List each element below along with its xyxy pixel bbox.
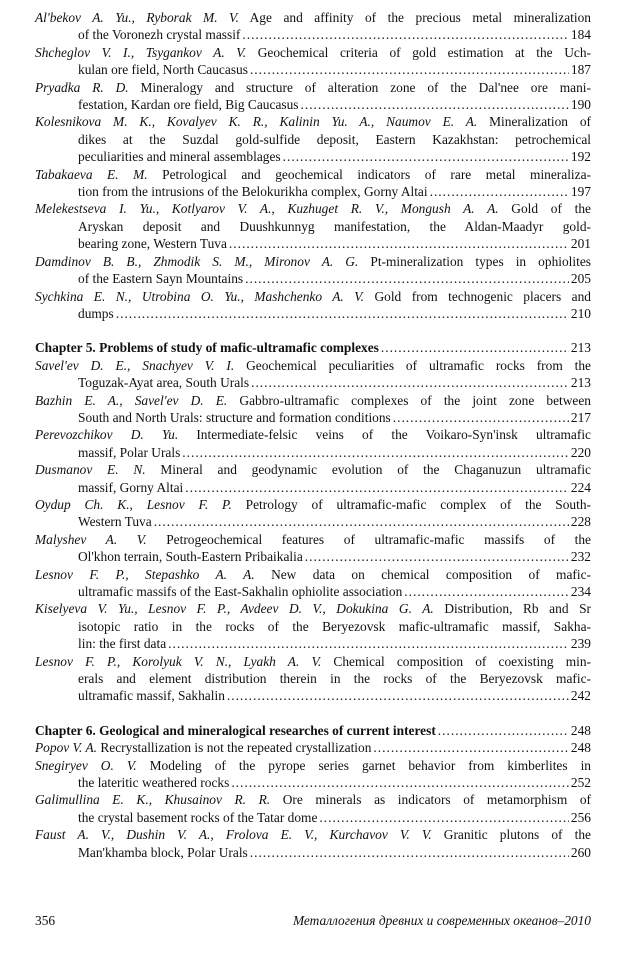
entry-title-part: erals and element distribution therein in the rocks of the Beryezovsk mafic- [78, 671, 591, 687]
toc-entry-line [35, 392, 591, 409]
entry-page: 190 [570, 97, 591, 113]
entry-page: 184 [570, 27, 591, 43]
entry-text [78, 774, 229, 791]
entry-text [35, 739, 371, 756]
entry-text [35, 426, 591, 443]
entry-page: 187 [570, 62, 591, 78]
entry-page: 217 [570, 409, 591, 425]
toc-entry-line [35, 357, 591, 374]
entry-title-part: of the Voronezh crystal massif [78, 27, 241, 43]
leader-dots [168, 635, 569, 652]
toc-entry-line [35, 461, 591, 478]
toc-entry-line [35, 200, 591, 217]
entry-authors: Snegiryev O. V. [35, 757, 137, 773]
entry-title-part: Petrogeochemical features of ultramafic-mafic massifs of the [146, 531, 591, 547]
entry-text [35, 166, 591, 183]
entry-page: 210 [570, 305, 591, 321]
entry-text [35, 200, 591, 217]
toc-entry-line [35, 113, 591, 130]
entry-authors: Lesnov F. P., Korolyuk V. N., Lyakh A. V. [35, 653, 322, 669]
entry-text [35, 357, 591, 374]
toc-entry-line [35, 757, 591, 774]
toc-entry-line [35, 687, 591, 704]
toc-entry [35, 392, 591, 427]
entry-text [78, 687, 225, 704]
toc-entry-line [35, 548, 591, 565]
leader-dots [116, 305, 569, 322]
leader-dots [430, 183, 569, 200]
entry-text [78, 548, 303, 565]
toc-entry-line [35, 618, 591, 635]
toc-entry-line [35, 513, 591, 530]
entry-title-part: isotopic ratio in the rocks of the Beryezovsk mafic-ultramafic massif, Sakha- [78, 618, 591, 634]
entry-text [78, 61, 248, 78]
entry-title-part: peculiarities and mineral assemblages [78, 149, 281, 165]
entry-authors: Damdinov B. B., Zhmodik S. M., Mironov A. G. [35, 253, 359, 269]
table-of-contents [35, 9, 591, 861]
entry-authors: Perevozchikov D. Yu. [35, 427, 179, 443]
entry-text [78, 618, 591, 635]
entry-text [78, 374, 249, 391]
entry-page: 213 [570, 375, 591, 391]
entry-title-part: Petrological and geochemical indicators of rare metal mineraliza- [147, 166, 591, 182]
entry-text [78, 131, 591, 148]
page-number: 356 [35, 913, 56, 928]
toc-entry [35, 461, 591, 496]
toc-entry [35, 653, 591, 705]
entry-authors: Faust A. V., Dushin V. A., Frolova E. V., Kurchavov V. V. [35, 827, 432, 843]
toc-entry [35, 166, 591, 201]
entry-title-part: massif, Gorny Altai [78, 479, 184, 495]
entry-title-part: Mineralization of [477, 114, 591, 130]
toc-entry-line [35, 670, 591, 687]
toc-entry-line [35, 479, 591, 496]
toc-entry [35, 200, 591, 252]
entry-title-part: massif, Polar Urals [78, 444, 181, 460]
toc-entry-line [35, 305, 591, 322]
toc-entry-line [35, 600, 591, 617]
toc-entry [35, 9, 591, 44]
entry-text [78, 218, 591, 235]
toc-entry [35, 739, 591, 756]
toc-entry [35, 566, 591, 601]
entry-text [35, 791, 591, 808]
entry-authors: Kolesnikova M. K., Kovalyev K. R., Kalinin Yu. A., Naumov E. A. [35, 114, 478, 130]
entry-page: 256 [570, 809, 591, 825]
toc-entry-line [35, 791, 591, 808]
entry-title-part: Gold from technogenic placers and [364, 288, 591, 304]
entry-title-part: South and North Urals: structure and formation conditions [78, 409, 391, 425]
running-footer-title: Металлогения древних и современных океанов–2010 [292, 913, 591, 928]
entry-title-part: Pt-mineralization types in ophiolites [358, 253, 591, 269]
chapter-page: 248 [570, 722, 591, 738]
entry-text [78, 148, 281, 165]
entry-page: 192 [570, 149, 591, 165]
toc-entry-line [35, 26, 591, 43]
leader-dots [251, 374, 569, 391]
entry-page: 201 [570, 236, 591, 252]
entry-authors: Lesnov F. P., Stepashko A. A. [35, 566, 255, 582]
entry-authors: Pryadka R. D. [35, 79, 129, 95]
toc-entry [35, 288, 591, 323]
toc-entry-line [35, 826, 591, 843]
entry-title-part: Distribution, Rb and Sr [433, 601, 591, 617]
entry-text [78, 96, 299, 113]
entry-title-part: Aryskan deposit and Duushkunnyg manifestation, the Aldan-Maadyr gold- [78, 218, 591, 234]
entry-text [78, 183, 428, 200]
entry-text [35, 79, 591, 96]
leader-dots [227, 687, 569, 704]
chapter-title: Chapter 6. Geological and mineralogical researches of current interest [35, 722, 436, 738]
entry-title-part: Geochemical peculiarities of ultramafic rocks from the [234, 357, 591, 373]
entry-page: 224 [570, 479, 591, 495]
entry-title-part: Geochemical criteria of gold estimation at the Uch- [246, 44, 591, 60]
entry-title-part: dikes at the Suzdal gold-sulfide deposit, Eastern Kazakhstan: petrochemical [78, 131, 591, 147]
entry-authors: Melekestseva I. Yu., Kotlyarov V. A., Kuzhuget R. V., Mongush A. A. [35, 201, 499, 217]
entry-title-part: Toguzak-Ayat area, South Urals [78, 375, 250, 391]
entry-authors: Savel'ev D. E., Snachyev V. I. [35, 357, 235, 373]
entry-authors: Dusmanov E. N. [35, 462, 146, 478]
entry-text [35, 392, 591, 409]
toc-entry-line [35, 9, 591, 26]
leader-dots [250, 844, 569, 861]
entry-text [78, 635, 166, 652]
entry-title-part: festation, Kardan ore field, Big Caucasus [78, 97, 299, 113]
entry-text [78, 235, 227, 252]
entry-title-part: tion from the intrusions of the Belokurikha complex, Gorny Altai [78, 184, 428, 200]
toc-entry-line [35, 653, 591, 670]
toc-entry-line [35, 131, 591, 148]
entry-page: 234 [570, 584, 591, 599]
leader-dots [182, 444, 569, 461]
entry-title-part: Mineralogy and structure of alteration zone of the Dal'nee ore mani- [128, 79, 591, 95]
entry-page: 228 [570, 514, 591, 530]
entry-title-part: Age and affinity of the precious metal mineralization [238, 10, 591, 25]
leader-dots [283, 148, 569, 165]
leader-dots [381, 339, 569, 356]
toc-entry [35, 44, 591, 79]
entry-title-part: the lateritic weathered rocks [78, 775, 230, 791]
entry-title-part: Petrology of ultramafic-mafic complex of the South- [231, 496, 591, 512]
entry-text [78, 270, 243, 287]
entry-authors: Shcheglov V. I., Tsygankov A. V. [35, 44, 247, 60]
toc-entry-line [35, 739, 591, 756]
entry-title-part: Ore minerals as indicators of metamorphism of [270, 792, 592, 808]
entry-page: 205 [570, 271, 591, 287]
toc-entry [35, 826, 591, 861]
toc-entry-line [35, 79, 591, 96]
entry-text [78, 844, 248, 861]
entry-title-part: Ol'khon terrain, South-Eastern Pribaikalia [78, 549, 303, 565]
toc-entry-line [35, 635, 591, 652]
toc-entry [35, 531, 591, 566]
toc-entry-line [35, 270, 591, 287]
entry-title-part: Modeling of the pyrope series garnet behavior from kimberlites in [136, 757, 591, 773]
leader-dots [301, 96, 569, 113]
leader-dots [438, 722, 569, 739]
entry-title-part: kulan ore field, North Caucasus [78, 62, 248, 78]
toc-entry [35, 496, 591, 531]
toc-entry-line [35, 444, 591, 461]
entry-authors: Oydup Ch. K., Lesnov F. P. [35, 496, 232, 512]
entry-authors: Galimullina E. K., Khusainov R. R. [35, 792, 271, 808]
toc-entry-line [35, 374, 591, 391]
entry-authors: Malyshev A. V. [35, 531, 147, 547]
entry-text [35, 600, 591, 617]
chapter-5-heading [35, 339, 591, 356]
leader-dots [242, 26, 569, 43]
toc-entry-line [35, 566, 591, 583]
entry-page: 248 [570, 740, 591, 756]
entry-text [35, 496, 591, 513]
toc-entry [35, 357, 591, 392]
entry-authors: Bazhin E. A., Savel'ev D. E. [35, 392, 228, 408]
entry-title-part: Mineral and geodynamic evolution of the Chaganuzun ultramafic [145, 462, 591, 478]
entry-text [35, 461, 591, 478]
entry-text [35, 44, 591, 61]
toc-entry [35, 791, 591, 826]
toc-entry-line [35, 531, 591, 548]
toc-entry-line [35, 253, 591, 270]
toc-group-chapter4-tail [35, 9, 591, 322]
entry-title-part: Western Tuva [78, 514, 152, 530]
leader-dots [185, 479, 569, 496]
entry-page: 232 [570, 549, 591, 565]
entry-page: 252 [570, 775, 591, 791]
toc-entry [35, 253, 591, 288]
entry-title-part: ultramafic massif, Sakhalin [78, 688, 225, 704]
entry-title-part: Man'khamba block, Polar Urals [78, 844, 248, 860]
entry-text [35, 757, 591, 774]
entry-page: 239 [570, 636, 591, 652]
toc-entry-line [35, 426, 591, 443]
entry-title-part: Intermediate-felsic veins of the Voikaro-Syn'insk ultramafic [178, 427, 591, 443]
entry-page: 197 [570, 184, 591, 200]
toc-group-chapter5 [35, 357, 591, 705]
leader-dots [229, 235, 569, 252]
chapter-title: Chapter 5. Problems of study of mafic-ultramafic complexes [35, 340, 379, 356]
entry-text [35, 531, 591, 548]
toc-entry-line [35, 44, 591, 61]
leader-dots [154, 513, 569, 530]
chapter-6-heading [35, 722, 591, 739]
entry-title-part: the crystal basement rocks of the Tatar dome [78, 809, 318, 825]
entry-title-part: Gabbro-ultramafic complexes of the joint zone between [227, 392, 592, 408]
entry-text [35, 288, 591, 305]
toc-entry-line [35, 583, 591, 600]
entry-text [35, 9, 591, 26]
entry-title-part: Recrystallization is not the repeated crystallization [97, 740, 372, 756]
entry-text [35, 113, 591, 130]
entry-authors: Al'bekov A. Yu., Ryborak M. V. [35, 10, 239, 25]
entry-title-part: dumps [78, 305, 114, 321]
toc-entry-line [35, 235, 591, 252]
entry-text [78, 409, 391, 426]
entry-page: 242 [570, 688, 591, 704]
toc-entry-line [35, 774, 591, 791]
toc-group-chapter6 [35, 739, 591, 861]
page-footer [35, 913, 591, 929]
toc-entry-line [35, 218, 591, 235]
entry-title-part: Gold of the [498, 201, 591, 217]
entry-authors: Kiselyeva V. Yu., Lesnov F. P., Avdeev D. V., Dokukina G. A. [35, 601, 434, 617]
toc-entry-line [35, 844, 591, 861]
toc-entry [35, 79, 591, 114]
entry-title-part: Chemical composition of coexisting min- [321, 653, 591, 669]
leader-dots [404, 583, 569, 600]
entry-text [78, 444, 180, 461]
entry-title-part: ultramafic massifs of the East-Sakhalin ophiolite association [78, 584, 403, 599]
toc-entry [35, 757, 591, 792]
entry-text [35, 253, 591, 270]
leader-dots [373, 739, 568, 756]
toc-entry-line [35, 288, 591, 305]
toc-entry-line [35, 809, 591, 826]
toc-entry-line [35, 496, 591, 513]
entry-text [78, 479, 183, 496]
toc-entry-line [35, 148, 591, 165]
entry-title-part: lin: the first data [78, 636, 167, 652]
entry-page: 260 [570, 844, 591, 860]
leader-dots [305, 548, 569, 565]
leader-dots [231, 774, 569, 791]
entry-text [35, 566, 591, 583]
toc-entry [35, 600, 591, 652]
leader-dots [245, 270, 569, 287]
entry-text [78, 305, 114, 322]
entry-text [78, 583, 402, 600]
entry-text [78, 26, 240, 43]
entry-authors: Tabakaeva E. M. [35, 166, 148, 182]
toc-entry-line [35, 61, 591, 78]
toc-entry-line [35, 166, 591, 183]
entry-title-part: Granitic plutons of the [431, 827, 591, 843]
toc-entry-line [35, 409, 591, 426]
entry-title-part: of the Eastern Sayn Mountains [78, 271, 244, 287]
toc-entry-line [35, 183, 591, 200]
entry-text [35, 826, 591, 843]
leader-dots [319, 809, 569, 826]
entry-authors: Sychkina E. N., Utrobina O. Yu., Mashchenko A. V. [35, 288, 365, 304]
entry-authors: Popov V. A. [35, 740, 97, 756]
chapter-page: 213 [570, 340, 591, 356]
entry-text [78, 809, 317, 826]
entry-title-part: bearing zone, Western Tuva [78, 236, 227, 252]
entry-text [35, 653, 591, 670]
entry-title-part: New data on chemical composition of mafic- [254, 566, 591, 582]
leader-dots [393, 409, 569, 426]
entry-text [78, 670, 591, 687]
entry-text [78, 513, 152, 530]
leader-dots [250, 61, 569, 78]
toc-entry [35, 426, 591, 461]
toc-entry [35, 113, 591, 165]
toc-entry-line [35, 96, 591, 113]
entry-page: 220 [570, 444, 591, 460]
